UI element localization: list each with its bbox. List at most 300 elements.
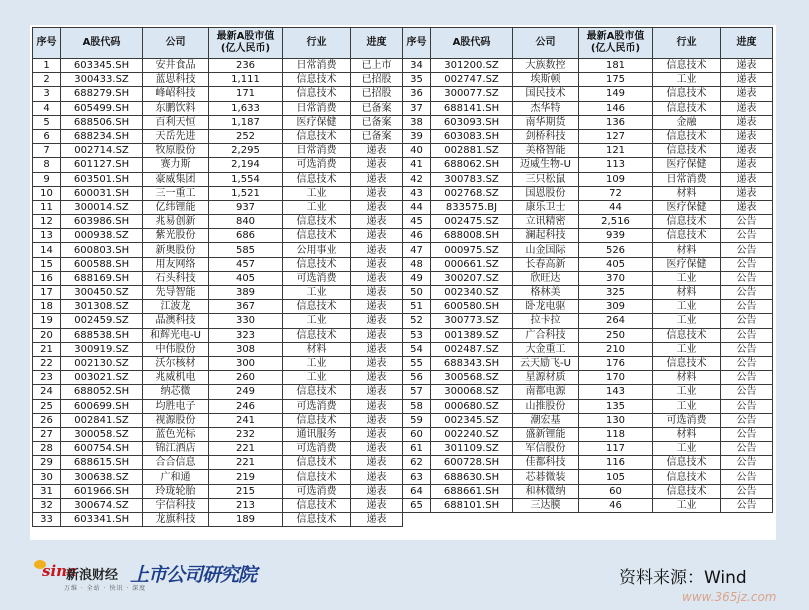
table-cell: 57 — [403, 385, 431, 399]
table-cell: 002881.SZ — [431, 144, 513, 158]
table-cell: 688661.SH — [431, 484, 513, 498]
table-cell: 601127.SH — [61, 158, 143, 172]
table-row — [33, 484, 773, 498]
table-cell: 39 — [403, 129, 431, 143]
table-row — [33, 271, 773, 285]
table-cell: 56 — [403, 371, 431, 385]
table-cell: 公告 — [721, 342, 773, 356]
table-cell: 国民技术 — [513, 87, 579, 101]
table-row — [33, 73, 773, 87]
table-cell: 美格智能 — [513, 144, 579, 158]
table-cell: 递表 — [351, 413, 403, 427]
table-cell: 175 — [579, 73, 653, 87]
table-cell: 日常消费 — [283, 101, 351, 115]
table-cell: 14 — [33, 243, 61, 257]
table-row — [33, 371, 773, 385]
table-cell: 山推股份 — [513, 399, 579, 413]
table-cell: 南华期货 — [513, 115, 579, 129]
table-cell: 拉卡拉 — [513, 314, 579, 328]
table-cell: 递表 — [721, 144, 773, 158]
table-cell: 232 — [209, 427, 283, 441]
table-cell: 370 — [579, 271, 653, 285]
table-cell: 250 — [579, 328, 653, 342]
table-cell: 盛新锂能 — [513, 427, 579, 441]
table-cell: 600588.SH — [61, 257, 143, 271]
table-cell: 64 — [403, 484, 431, 498]
table-cell: 113 — [579, 158, 653, 172]
table-cell: 65 — [403, 498, 431, 512]
table-cell: 工业 — [653, 300, 721, 314]
table-cell: 递表 — [351, 442, 403, 456]
table-cell: 63 — [403, 470, 431, 484]
table-cell: 信息技术 — [283, 87, 351, 101]
table-cell: 康乐卫士 — [513, 200, 579, 214]
column-header: 进度 — [721, 28, 773, 59]
table-cell: 可选消费 — [283, 484, 351, 498]
table-cell: 405 — [579, 257, 653, 271]
table-cell: 公告 — [721, 300, 773, 314]
table-cell: 递表 — [351, 513, 403, 527]
table-cell: 递表 — [721, 59, 773, 73]
table-cell: 585 — [209, 243, 283, 257]
table-cell: 递表 — [721, 129, 773, 143]
table-cell: 信息技术 — [653, 456, 721, 470]
table-cell: 大族数控 — [513, 59, 579, 73]
table-cell: 43 — [403, 186, 431, 200]
table-cell: 181 — [579, 59, 653, 73]
table-header-row — [33, 28, 773, 59]
table-cell: 48 — [403, 257, 431, 271]
table-cell: 公告 — [721, 328, 773, 342]
table-cell: 526 — [579, 243, 653, 257]
table-cell: 688343.SH — [431, 356, 513, 370]
table-cell: 可选消费 — [283, 399, 351, 413]
table-cell: 公告 — [721, 385, 773, 399]
table-cell: 医疗保健 — [653, 257, 721, 271]
table-cell: 300450.SZ — [61, 286, 143, 300]
table-cell: 材料 — [653, 243, 721, 257]
table-cell: 广合科技 — [513, 328, 579, 342]
table-cell: 109 — [579, 172, 653, 186]
table-cell: 蓝色光标 — [143, 427, 209, 441]
table-cell: 31 — [33, 484, 61, 498]
table-cell: 可选消费 — [653, 413, 721, 427]
table-cell: 递表 — [721, 172, 773, 186]
table-cell: 1,521 — [209, 186, 283, 200]
table-cell: 35 — [403, 73, 431, 87]
table-cell: 金融 — [653, 115, 721, 129]
table-row — [33, 200, 773, 214]
table-cell: 221 — [209, 442, 283, 456]
table-cell: 171 — [209, 87, 283, 101]
table-cell: 公告 — [721, 257, 773, 271]
table-cell: 材料 — [283, 342, 351, 356]
table-cell: 13 — [33, 229, 61, 243]
table-cell: 递表 — [351, 385, 403, 399]
table-cell — [721, 513, 773, 527]
table-cell: 600754.SH — [61, 442, 143, 456]
table-cell: 信息技术 — [653, 356, 721, 370]
table-cell: 医疗保健 — [653, 200, 721, 214]
table-cell: 603341.SH — [61, 513, 143, 527]
table-cell: 信息技术 — [283, 413, 351, 427]
table-cell: 603345.SH — [61, 59, 143, 73]
table-cell: 信息技术 — [653, 87, 721, 101]
table-cell: 249 — [209, 385, 283, 399]
table-cell: 688506.SH — [61, 115, 143, 129]
table-cell: 宇信科技 — [143, 498, 209, 512]
table-row — [33, 513, 773, 527]
table-row — [33, 413, 773, 427]
table-cell: 信息技术 — [283, 328, 351, 342]
table-row — [33, 328, 773, 342]
table-cell: 241 — [209, 413, 283, 427]
table-cell: 递表 — [351, 342, 403, 356]
table-cell: 309 — [579, 300, 653, 314]
column-header: 序号 — [403, 28, 431, 59]
table-cell: 公告 — [721, 314, 773, 328]
table-cell: 公告 — [721, 399, 773, 413]
table-cell: 立讯精密 — [513, 215, 579, 229]
table-cell: 长春高新 — [513, 257, 579, 271]
table-cell: 日常消费 — [283, 59, 351, 73]
table-cell: 3 — [33, 87, 61, 101]
table-cell: 递表 — [351, 427, 403, 441]
table-cell: 30 — [33, 470, 61, 484]
table-cell: 云天励飞-U — [513, 356, 579, 370]
table-row — [33, 427, 773, 441]
table-cell: 146 — [579, 101, 653, 115]
table-cell: 1 — [33, 59, 61, 73]
institute-logo: 上市公司研究院 — [130, 564, 257, 586]
table-row — [33, 456, 773, 470]
table-cell: 252 — [209, 129, 283, 143]
table-cell: 信息技术 — [283, 498, 351, 512]
table-cell: 工业 — [283, 286, 351, 300]
table-cell: 递表 — [721, 87, 773, 101]
table-row — [33, 342, 773, 356]
table-cell: 递表 — [351, 314, 403, 328]
table-cell: 2,516 — [579, 215, 653, 229]
table-cell: 工业 — [283, 314, 351, 328]
table-cell: 136 — [579, 115, 653, 129]
table-cell: 688141.SH — [431, 101, 513, 115]
table-cell: 石头科技 — [143, 271, 209, 285]
table-cell: 605499.SH — [61, 101, 143, 115]
table-cell: 三一重工 — [143, 186, 209, 200]
table-cell: 601966.SH — [61, 484, 143, 498]
table-cell: 833575.BJ — [431, 200, 513, 214]
table-cell: 沃尔核材 — [143, 356, 209, 370]
table-cell: 323 — [209, 328, 283, 342]
table-cell: 递表 — [351, 186, 403, 200]
table-cell: 937 — [209, 200, 283, 214]
table-row — [33, 87, 773, 101]
table-cell: 纳芯微 — [143, 385, 209, 399]
table-cell: 工业 — [653, 399, 721, 413]
table-cell: 221 — [209, 456, 283, 470]
table-cell: 001389.SZ — [431, 328, 513, 342]
table-cell: 11 — [33, 200, 61, 214]
table-cell: 可选消费 — [283, 158, 351, 172]
table-cell: 2 — [33, 73, 61, 87]
table-cell: 已备案 — [351, 129, 403, 143]
table-cell: 材料 — [653, 186, 721, 200]
table-cell: 峰岹科技 — [143, 87, 209, 101]
table-cell: 递表 — [351, 271, 403, 285]
table-cell: 和林微纳 — [513, 484, 579, 498]
table-cell: 公告 — [721, 215, 773, 229]
table-cell: 芯碁微装 — [513, 470, 579, 484]
table-cell: 信息技术 — [653, 470, 721, 484]
table-row — [33, 172, 773, 186]
table-cell: 002345.SZ — [431, 413, 513, 427]
table-cell: 信息技术 — [283, 385, 351, 399]
table-cell: 工业 — [653, 385, 721, 399]
table-cell: 600031.SH — [61, 186, 143, 200]
table-cell: 40 — [403, 144, 431, 158]
table-cell: 工业 — [283, 200, 351, 214]
sina-name: 新浪财经 — [66, 568, 119, 583]
table-cell: 4 — [33, 101, 61, 115]
table-cell: 939 — [579, 229, 653, 243]
table-cell: 星源材质 — [513, 371, 579, 385]
table-cell: 50 — [403, 286, 431, 300]
table-cell: 兆易创新 — [143, 215, 209, 229]
table-cell: 江波龙 — [143, 300, 209, 314]
table-cell: 149 — [579, 87, 653, 101]
table-cell: 000661.SZ — [431, 257, 513, 271]
table-cell: 688630.SH — [431, 470, 513, 484]
table-cell: 可选消费 — [283, 271, 351, 285]
table-cell: 38 — [403, 115, 431, 129]
table-cell: 递表 — [351, 243, 403, 257]
table-cell: 116 — [579, 456, 653, 470]
table-cell: 600803.SH — [61, 243, 143, 257]
table-cell: 新奥股份 — [143, 243, 209, 257]
source-note: 资料来源：Wind — [619, 568, 747, 588]
table-cell: 127 — [579, 129, 653, 143]
table-cell: 300568.SZ — [431, 371, 513, 385]
table-cell: 002487.SZ — [431, 342, 513, 356]
table-cell: 日常消费 — [653, 172, 721, 186]
table-cell: 52 — [403, 314, 431, 328]
column-header: 公司 — [513, 28, 579, 59]
column-header: 公司 — [143, 28, 209, 59]
table-cell: 信息技术 — [653, 229, 721, 243]
table-cell: 递表 — [351, 257, 403, 271]
table-cell: 17 — [33, 286, 61, 300]
column-header: 行业 — [283, 28, 351, 59]
table-cell: 信息技术 — [283, 129, 351, 143]
table-cell — [653, 513, 721, 527]
table-cell: 002714.SZ — [61, 144, 143, 158]
table-cell: 121 — [579, 144, 653, 158]
table-cell: 26 — [33, 413, 61, 427]
table-cell: 和辉光电-U — [143, 328, 209, 342]
table-cell: 23 — [33, 371, 61, 385]
table-cell: 45 — [403, 215, 431, 229]
table-cell — [513, 513, 579, 527]
table-cell: 405 — [209, 271, 283, 285]
table-cell: 44 — [579, 200, 653, 214]
table-cell: 47 — [403, 243, 431, 257]
table-cell: 日常消费 — [283, 144, 351, 158]
table-cell: 7 — [33, 144, 61, 158]
table-cell: 27 — [33, 427, 61, 441]
table-cell: 688101.SH — [431, 498, 513, 512]
table-cell: 南都电源 — [513, 385, 579, 399]
table-cell: 367 — [209, 300, 283, 314]
table-cell: 公告 — [721, 271, 773, 285]
table-cell: 三只松鼠 — [513, 172, 579, 186]
table-cell: 002130.SZ — [61, 356, 143, 370]
table-cell: 603093.SH — [431, 115, 513, 129]
table-cell: 34 — [403, 59, 431, 73]
table-cell: 688615.SH — [61, 456, 143, 470]
table-cell: 300783.SZ — [431, 172, 513, 186]
table-cell: 62 — [403, 456, 431, 470]
table-cell: 信息技术 — [283, 229, 351, 243]
column-header: 行业 — [653, 28, 721, 59]
table-cell: 格林美 — [513, 286, 579, 300]
table-row — [33, 101, 773, 115]
table-cell: 工业 — [283, 371, 351, 385]
table-cell: 600580.SH — [431, 300, 513, 314]
table-cell: 欣旺达 — [513, 271, 579, 285]
table-cell: 300014.SZ — [61, 200, 143, 214]
table-cell: 公告 — [721, 484, 773, 498]
table-cell — [579, 513, 653, 527]
table-row — [33, 115, 773, 129]
table-cell: 42 — [403, 172, 431, 186]
table-cell: 1,187 — [209, 115, 283, 129]
table-cell: 24 — [33, 385, 61, 399]
table-row — [33, 314, 773, 328]
table-cell: 308 — [209, 342, 283, 356]
table-cell: 公告 — [721, 229, 773, 243]
table-cell: 260 — [209, 371, 283, 385]
table-cell: 龙旗科技 — [143, 513, 209, 527]
table-cell: 已招股 — [351, 73, 403, 87]
table-cell: 亿纬锂能 — [143, 200, 209, 214]
table-cell: 002340.SZ — [431, 286, 513, 300]
table-cell: 军信股份 — [513, 442, 579, 456]
table-cell: 688008.SH — [431, 229, 513, 243]
table-cell: 工业 — [653, 442, 721, 456]
table-cell: 12 — [33, 215, 61, 229]
table-cell: 公用事业 — [283, 243, 351, 257]
table-cell: 603083.SH — [431, 129, 513, 143]
table-cell: 002768.SZ — [431, 186, 513, 200]
table-cell: 300058.SZ — [61, 427, 143, 441]
table-cell: 递表 — [351, 229, 403, 243]
table-cell: 002240.SZ — [431, 427, 513, 441]
table-cell: 工业 — [653, 342, 721, 356]
table-cell: 信息技术 — [653, 215, 721, 229]
table-cell: 递表 — [721, 115, 773, 129]
table-cell: 28 — [33, 442, 61, 456]
table-cell: 688169.SH — [61, 271, 143, 285]
table-cell: 300068.SZ — [431, 385, 513, 399]
table-cell: 000938.SZ — [61, 229, 143, 243]
table-cell: 公告 — [721, 286, 773, 300]
table-cell: 16 — [33, 271, 61, 285]
table-cell: 递表 — [721, 101, 773, 115]
sina-brand: sina — [42, 562, 77, 580]
table-cell: 公告 — [721, 371, 773, 385]
table-cell: 300207.SZ — [431, 271, 513, 285]
table-cell: 300638.SZ — [61, 470, 143, 484]
table-cell: 信息技术 — [653, 328, 721, 342]
table-cell: 合合信息 — [143, 456, 209, 470]
table-cell: 豪威集团 — [143, 172, 209, 186]
column-header: 最新A股市值 (亿人民币) — [209, 28, 283, 59]
table-cell: 002459.SZ — [61, 314, 143, 328]
table-cell: 递表 — [351, 356, 403, 370]
table-cell: 信息技术 — [283, 513, 351, 527]
table-cell: 19 — [33, 314, 61, 328]
table-cell: 公告 — [721, 470, 773, 484]
table-cell: 信息技术 — [283, 257, 351, 271]
table-cell: 44 — [403, 200, 431, 214]
table-cell: 58 — [403, 399, 431, 413]
column-header: 序号 — [33, 28, 61, 59]
table-cell: 264 — [579, 314, 653, 328]
table-cell: 219 — [209, 470, 283, 484]
table-cell: 300919.SZ — [61, 342, 143, 356]
table-cell: 59 — [403, 413, 431, 427]
table-row — [33, 470, 773, 484]
table-cell: 51 — [403, 300, 431, 314]
table-cell: 72 — [579, 186, 653, 200]
table-cell: 603986.SH — [61, 215, 143, 229]
table-cell: 用友网络 — [143, 257, 209, 271]
table-cell: 公告 — [721, 356, 773, 370]
table-cell: 通讯服务 — [283, 427, 351, 441]
table-cell: 兆威机电 — [143, 371, 209, 385]
table-cell: 117 — [579, 442, 653, 456]
table-cell: 688279.SH — [61, 87, 143, 101]
table-cell: 递表 — [351, 328, 403, 342]
table-cell: 递表 — [721, 73, 773, 87]
table-cell: 54 — [403, 342, 431, 356]
table-cell: 118 — [579, 427, 653, 441]
table-cell: 29 — [33, 456, 61, 470]
table-cell: 已备案 — [351, 115, 403, 129]
table-row — [33, 59, 773, 73]
table-cell: 递表 — [351, 300, 403, 314]
table-cell: 1,111 — [209, 73, 283, 87]
table-cell: 迈威生物-U — [513, 158, 579, 172]
table-cell: 递表 — [351, 371, 403, 385]
table-cell: 688062.SH — [431, 158, 513, 172]
table-cell: 130 — [579, 413, 653, 427]
table-cell: 信息技术 — [283, 300, 351, 314]
table-cell: 公告 — [721, 427, 773, 441]
table-cell: 工业 — [283, 186, 351, 200]
table-cell: 688052.SH — [61, 385, 143, 399]
table-cell: 840 — [209, 215, 283, 229]
table-cell: 686 — [209, 229, 283, 243]
table-cell: 材料 — [653, 286, 721, 300]
table-cell: 22 — [33, 356, 61, 370]
table-cell: 32 — [33, 498, 61, 512]
table-row — [33, 186, 773, 200]
table-cell: 已上市 — [351, 59, 403, 73]
table-cell: 170 — [579, 371, 653, 385]
column-header: 进度 — [351, 28, 403, 59]
